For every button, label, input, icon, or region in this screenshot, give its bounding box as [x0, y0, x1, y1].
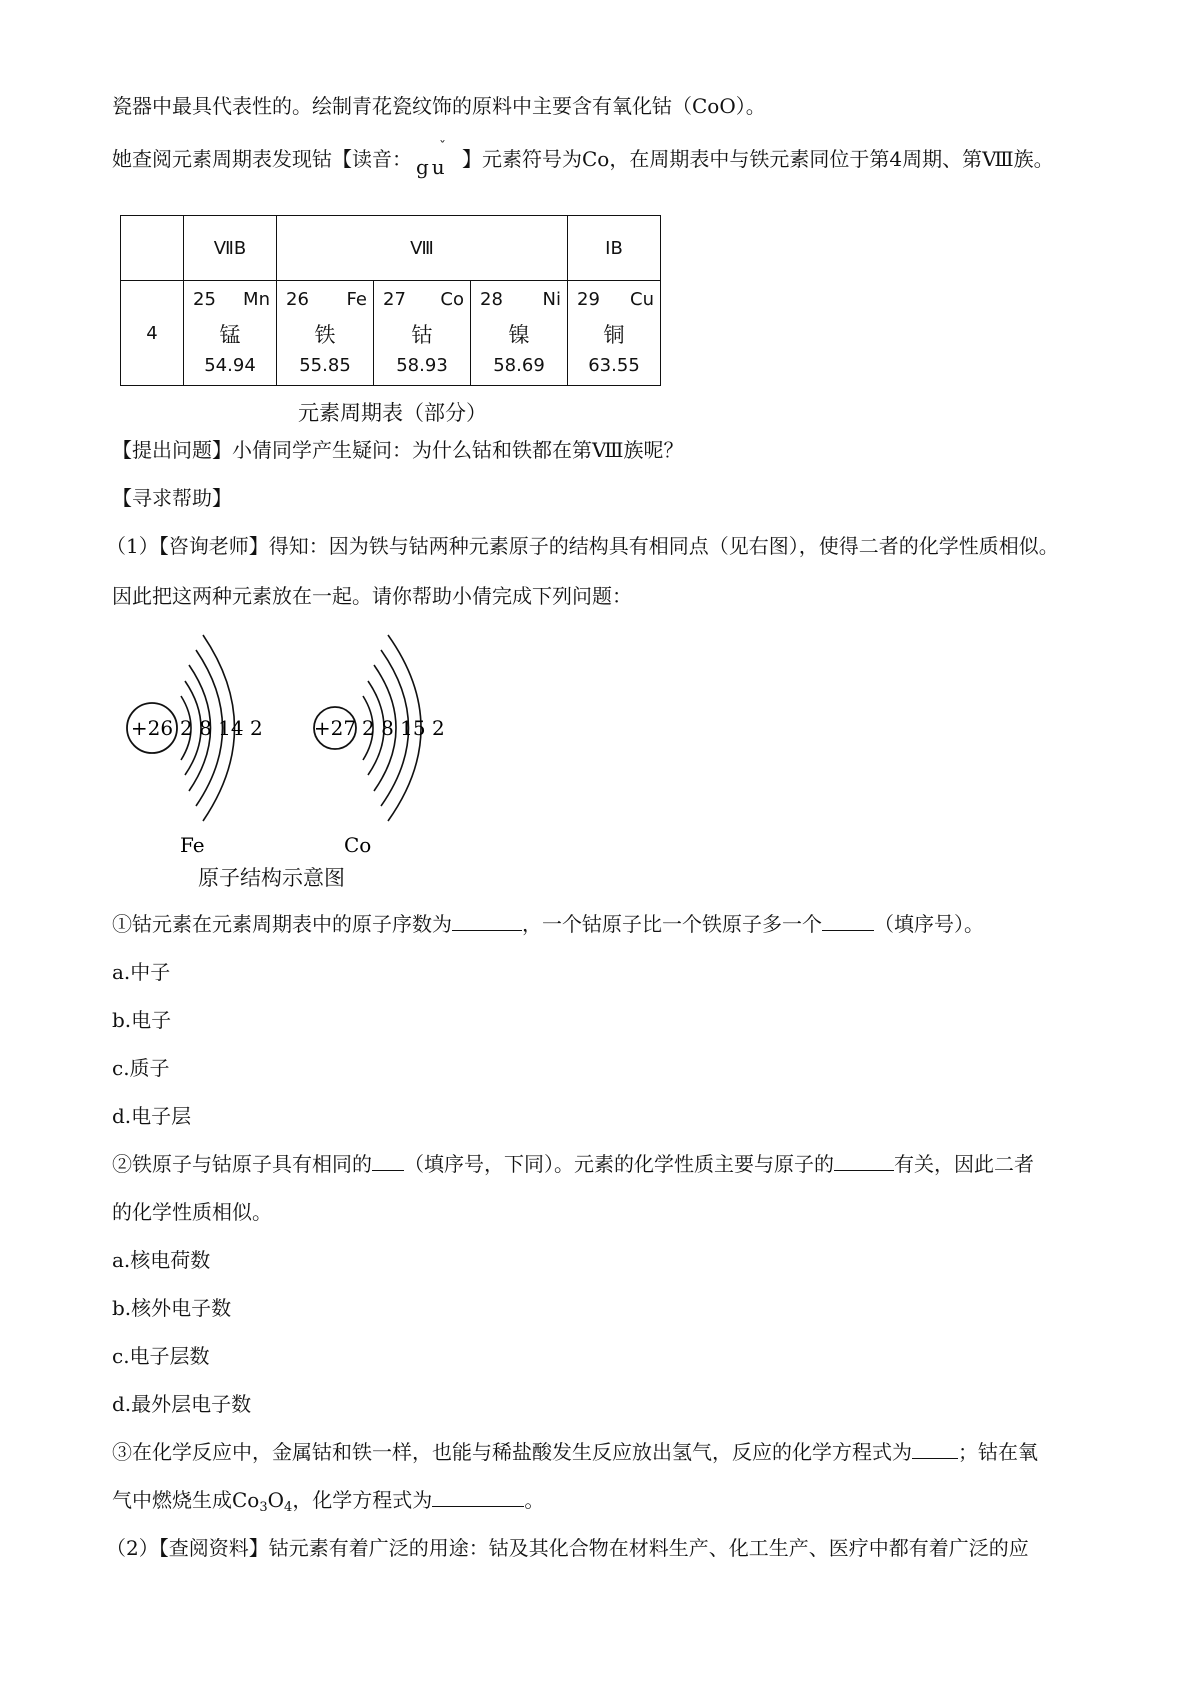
table-header-row — [121, 216, 661, 281]
element-cell — [374, 281, 471, 386]
atomic-mass: 58.69 — [493, 355, 545, 376]
text-span: 。 — [524, 1488, 545, 1512]
subscript: 3 — [259, 1500, 268, 1515]
pinyin-letters: gu — [416, 155, 448, 179]
group-header: Ⅷ — [277, 216, 568, 281]
text-span: 她查阅元素周期表发现钴【读音： — [112, 147, 412, 171]
option-item: a.核电荷数 — [112, 1248, 211, 1272]
element-cell — [568, 281, 661, 386]
atomic-number: 29 — [577, 289, 600, 310]
text-span: 有关，因此二者 — [894, 1152, 1034, 1176]
subscript: 4 — [284, 1500, 293, 1515]
pinyin-reading — [416, 139, 458, 179]
periodic-table — [120, 215, 661, 386]
group-header: ⅠB — [568, 216, 661, 281]
option-item: b.电子 — [112, 1008, 172, 1032]
fe-nucleus-charge: +26 — [130, 716, 174, 740]
text-span: ②铁原子与钴原子具有相同的 — [112, 1152, 372, 1176]
option-item: b.核外电子数 — [112, 1296, 232, 1320]
paragraph-line: 【寻求帮助】 — [112, 486, 232, 510]
paragraph-line: 因此把这两种元素放在一起。请你帮助小倩完成下列问题： — [112, 584, 632, 608]
paragraph-line — [112, 139, 1054, 179]
option-item: a.中子 — [112, 960, 171, 984]
element-symbol: Cu — [630, 289, 654, 310]
fe-label: Fe — [180, 833, 205, 857]
atomic-number: 28 — [480, 289, 503, 310]
element-cell — [277, 281, 374, 386]
element-symbol: Ni — [542, 289, 561, 310]
paragraph-line: 的化学性质相似。 — [112, 1200, 272, 1224]
paragraph-line: 瓷器中最具代表性的。绘制青花瓷纹饰的原料中主要含有氧化钴（CoO）。 — [112, 94, 766, 118]
table-corner-cell — [121, 216, 184, 281]
paragraph-line: 【提出问题】小倩同学产生疑问：为什么钴和铁都在第Ⅷ族呢？ — [112, 438, 684, 462]
text-span: （填序号）。 — [874, 912, 984, 936]
text-span: 气中燃烧生成Co — [112, 1488, 260, 1512]
paragraph-line: （1）【咨询老师】得知：因为铁与钴两种元素原子的结构具有相同点（见右图），使得二者的化学性质相似。 — [106, 534, 1059, 558]
question-line — [112, 1438, 1038, 1466]
co-electron-shells: 2 8 15 2 — [362, 716, 445, 740]
element-name: 钴 — [411, 323, 433, 347]
text-span: ；钴在氧 — [958, 1440, 1038, 1464]
co-atom-diagram — [314, 635, 445, 857]
atomic-number: 27 — [383, 289, 406, 310]
answer-blank[interactable] — [834, 1150, 894, 1171]
text-span: （填序号，下同）。元素的化学性质主要与原子的 — [404, 1152, 834, 1176]
text-span: ③在化学反应中，金属钴和铁一样，也能与稀盐酸发生反应放出氢气，反应的化学方程式为 — [112, 1440, 912, 1464]
fe-atom-diagram — [127, 635, 263, 857]
atomic-mass: 54.94 — [204, 355, 256, 376]
element-name: 锰 — [219, 323, 241, 347]
text-span: 】元素符号为Co，在周期表中与铁元素同位于第4周期、第Ⅷ族。 — [462, 147, 1054, 171]
element-symbol: Co — [440, 289, 464, 310]
table-caption: 元素周期表（部分） — [298, 401, 487, 425]
text-span: ①钴元素在元素周期表中的原子序数为 — [112, 912, 452, 936]
element-name: 铁 — [314, 323, 336, 347]
element-cell — [471, 281, 568, 386]
answer-blank[interactable] — [912, 1438, 958, 1459]
element-name: 铜 — [603, 323, 625, 347]
answer-blank[interactable] — [822, 910, 874, 931]
text-span: O — [267, 1488, 285, 1512]
option-item: d.电子层 — [112, 1104, 192, 1128]
group-header: ⅦB — [184, 216, 277, 281]
answer-blank[interactable] — [372, 1150, 404, 1171]
table-row — [121, 281, 661, 386]
fe-electron-shells: 2 8 14 2 — [180, 716, 263, 740]
option-item: d.最外层电子数 — [112, 1392, 252, 1416]
co-label: Co — [344, 833, 372, 857]
text-span: ，一个钴原子比一个铁原子多一个 — [522, 912, 822, 936]
atomic-mass: 63.55 — [588, 355, 640, 376]
question-line — [112, 1150, 1034, 1178]
period-label: 4 — [121, 281, 184, 386]
paragraph-line: （2）【查阅资料】钴元素有着广泛的用途：钴及其化合物在材料生产、化工生产、医疗中都有着广泛的应 — [106, 1536, 1029, 1560]
atomic-structure-diagram — [0, 620, 500, 890]
option-item: c.质子 — [112, 1056, 170, 1080]
element-name: 镍 — [508, 323, 530, 347]
element-cell — [184, 281, 277, 386]
element-symbol: Fe — [346, 289, 367, 310]
text-span: ，化学方程式为 — [292, 1488, 433, 1512]
atomic-number: 26 — [286, 289, 309, 310]
answer-blank[interactable] — [432, 1486, 524, 1507]
option-item: c.电子层数 — [112, 1344, 210, 1368]
answer-blank[interactable] — [452, 910, 522, 931]
question-line — [112, 1486, 544, 1522]
co-nucleus-charge: +27 — [313, 716, 357, 740]
diagram-caption: 原子结构示意图 — [198, 866, 345, 890]
atomic-mass: 55.85 — [299, 355, 351, 376]
element-symbol: Mn — [243, 289, 270, 310]
atomic-mass: 58.93 — [396, 355, 448, 376]
atomic-number: 25 — [193, 289, 216, 310]
pinyin-tone-mark: ˇ — [439, 139, 446, 155]
question-line — [112, 910, 984, 938]
